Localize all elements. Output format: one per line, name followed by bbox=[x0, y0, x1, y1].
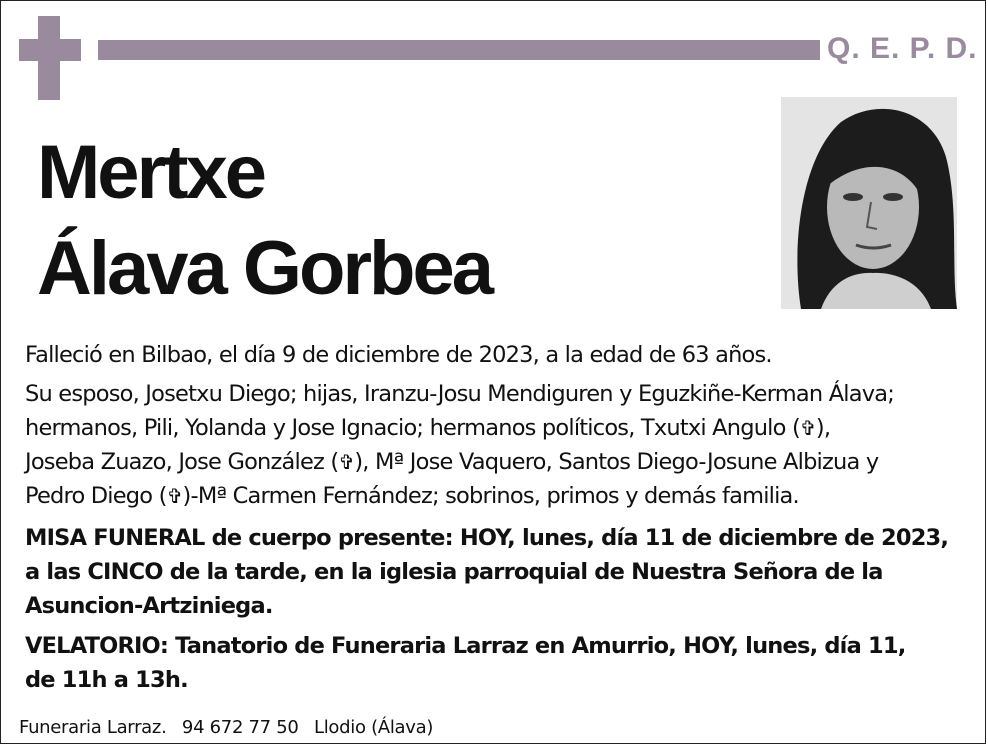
cross-mark-icon: ✞ bbox=[799, 416, 816, 440]
funeral-home-phone: 94 672 77 50 bbox=[181, 717, 299, 738]
deceased-first-name: Mertxe bbox=[37, 130, 264, 215]
wake-line-2: de 11h a 13h. bbox=[25, 667, 188, 693]
header-rule bbox=[98, 40, 820, 60]
qepd-label: Q. E. P. D. bbox=[827, 32, 978, 65]
death-notice: Falleció en Bilbao, el día 9 de diciembre de 2023, a la edad de 63 años. bbox=[25, 342, 772, 368]
funeral-home-name: Funeraria Larraz. bbox=[19, 717, 167, 738]
wake-line-1: VELATORIO: Tanatorio de Funeraria Larraz en Amurrio, HOY, lunes, día 11, bbox=[25, 633, 906, 659]
family-line-3: Joseba Zuazo, Jose González ( bbox=[25, 449, 339, 475]
funeral-line-2: a las CINCO de la tarde, en la iglesia parroquial de Nuestra Señora de la bbox=[25, 559, 883, 585]
cross-mark-icon: ✞ bbox=[166, 484, 183, 508]
family-paragraph bbox=[25, 377, 970, 513]
family-line-1: Su esposo, Josetxu Diego; hijas, Iranzu-Josu Mendiguren y Eguzkiñe-Kerman Álava; bbox=[25, 381, 895, 407]
cross-mark-icon: ✞ bbox=[338, 450, 355, 474]
family-line-3b: ), Mª Jose Vaquero, Santos Diego-Josune Albizua y bbox=[354, 449, 879, 475]
family-line-2: hermanos, Pili, Yolanda y Jose Ignacio; hermanos políticos, Txutxi Angulo ( bbox=[25, 415, 800, 441]
footer bbox=[19, 717, 443, 738]
funeral-line-3: Asuncion-Artziniega. bbox=[25, 593, 273, 619]
funeral-mass bbox=[25, 521, 970, 623]
family-line-4: Pedro Diego ( bbox=[25, 483, 167, 509]
deceased-surnames: Álava Gorbea bbox=[37, 226, 491, 311]
funeral-line-1: MISA FUNERAL de cuerpo presente: HOY, lunes, día 11 de diciembre de 2023, bbox=[25, 525, 949, 551]
portrait-photo bbox=[781, 97, 957, 309]
family-sep-1: ), bbox=[815, 415, 831, 441]
funeral-home-location: Llodio (Álava) bbox=[313, 717, 434, 738]
family-line-4b: )-Mª Carmen Fernández; sobrinos, primos y demás familia. bbox=[182, 483, 799, 509]
wake-info bbox=[25, 629, 970, 697]
photo-icon bbox=[781, 97, 957, 309]
